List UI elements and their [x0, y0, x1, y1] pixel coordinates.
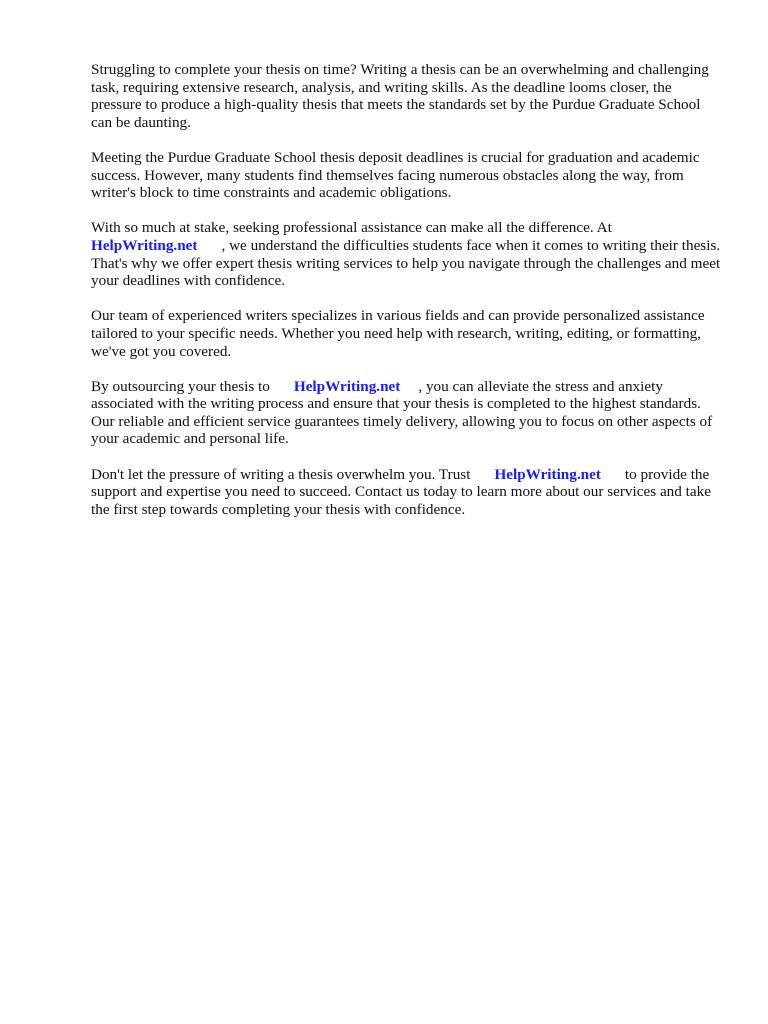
- paragraph-trust-text-after: to provide the support and expertise you need to succeed. Contact us today to learn more about our services and take the first step towards completing your thesis with confidence.: [91, 465, 711, 518]
- document-page: [91, 61, 723, 536]
- helpwriting-link-3[interactable]: HelpWriting.net: [494, 465, 601, 483]
- paragraph-outsourcing-text-after: , you can alleviate the stress and anxiety associated with the writing process and ensure that your thesis is completed to the highest standards. Our reliable and efficient service guarantees timely delivery, allowing you to focus on other aspects of your academic and personal life.: [91, 377, 713, 448]
- paragraph-assistance-text-after: , we understand the difficulties students face when it comes to writing their thesis. That's why we offer expert thesis writing services to help you navigate through the challenges and meet your deadlines with confidence.: [91, 236, 721, 290]
- paragraph-deadlines: [91, 149, 723, 202]
- paragraph-trust: [91, 466, 723, 519]
- helpwriting-link-1[interactable]: HelpWriting.net: [91, 236, 198, 254]
- paragraph-deadlines-text: Meeting the Purdue Graduate School thesis deposit deadlines is crucial for graduation and academic success. However, many students find themselves facing numerous obstacles along the way, from writer's block to time constraints and academic obligations.: [91, 148, 700, 202]
- paragraph-outsourcing: [91, 378, 723, 448]
- paragraph-trust-text-before: Don't let the pressure of writing a thesis overwhelm you. Trust: [91, 465, 471, 483]
- paragraph-assistance-text-before: With so much at stake, seeking professional assistance can make all the difference. At: [91, 219, 612, 237]
- paragraph-team: [91, 307, 723, 360]
- paragraph-intro-text: Struggling to complete your thesis on time? Writing a thesis can be an overwhelming and challenging task, requiring extensive research, analysis, and writing skills. As the deadline looms closer, the pressure to produce a high-quality thesis that meets the standards set by the Purdue Graduate School can be daunting.: [91, 61, 709, 131]
- helpwriting-link-2[interactable]: HelpWriting.net: [293, 377, 401, 395]
- paragraph-assistance: [91, 219, 723, 289]
- paragraph-outsourcing-text-before: By outsourcing your thesis to: [91, 377, 270, 395]
- paragraph-intro: [91, 61, 723, 131]
- paragraph-team-text: Our team of experienced writers specializes in various fields and can provide personalized assistance tailored to your specific needs. Whether you need help with research, writing, editing, or formatting, we've got you covered.: [91, 307, 705, 360]
